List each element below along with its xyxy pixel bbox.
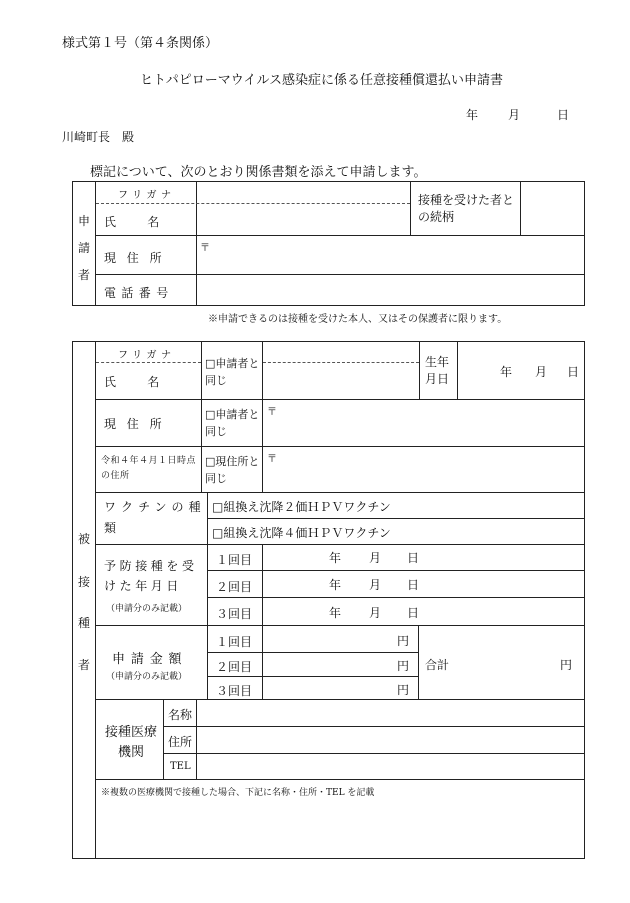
recipient-name-field[interactable] bbox=[263, 364, 418, 398]
dose-3-amount-label: ３回目 bbox=[216, 684, 253, 698]
total-amount-field[interactable] bbox=[460, 626, 555, 698]
vaccine-option-bivalent[interactable]: □組換え沈降２価ＨＰＶワクチン bbox=[212, 500, 391, 514]
dose-2-amount-field[interactable] bbox=[263, 653, 393, 675]
amount-label: 申請金額 bbox=[112, 652, 188, 667]
multiple-clinics-note: ※複数の医療機関で接種した場合、下記に名称・住所・TEL を記載 bbox=[101, 788, 375, 798]
same-as-applicant-checkbox-2[interactable]: □申請者と同じ bbox=[205, 408, 260, 438]
total-yen: 円 bbox=[560, 658, 573, 672]
dose-3-month: 月 bbox=[369, 606, 382, 620]
applicant-name-label: 氏名 bbox=[104, 215, 191, 229]
past-postal-mark: 〒 bbox=[267, 454, 277, 465]
total-label: 合計 bbox=[425, 658, 450, 672]
clinic-tel-label: TEL bbox=[170, 761, 191, 772]
recipient-address-label: 現住所 bbox=[104, 417, 173, 431]
recipient-section-label-4: 者 bbox=[78, 658, 91, 672]
birth-month-label: 月 bbox=[535, 365, 548, 379]
dose-1-year: 年 bbox=[329, 551, 342, 565]
dose-1-amount-field[interactable] bbox=[263, 626, 393, 651]
form-title: ヒトパピローマウイルス感染症に係る任意接種償還払い申請書 bbox=[140, 73, 503, 88]
intro-text: 標記について、次のとおり関係書類を添えて申請します。 bbox=[90, 165, 427, 180]
dose-3-amount-field[interactable] bbox=[263, 677, 393, 698]
applicant-note: ※申請できるのは接種を受けた本人、又はその保護者に限ります。 bbox=[208, 314, 508, 325]
recipient-furigana-field[interactable] bbox=[263, 342, 418, 361]
recipient-section-label-1: 被 bbox=[78, 532, 91, 546]
form-number: 様式第１号（第４条関係） bbox=[62, 36, 219, 51]
addressee: 川崎町長 殿 bbox=[62, 130, 135, 144]
applicant-section-label-2: 請 bbox=[78, 241, 91, 255]
dose-2-yen: 円 bbox=[397, 659, 410, 673]
applicant-name-field[interactable] bbox=[197, 204, 409, 234]
dose-3-date-label: ３回目 bbox=[216, 607, 253, 621]
dose-1-month: 月 bbox=[369, 551, 382, 565]
applicant-phone-label: 電話番号 bbox=[104, 286, 174, 300]
vaccine-option-quadrivalent[interactable]: □組換え沈降４価ＨＰＶワクチン bbox=[212, 526, 391, 540]
vaccination-dates-label: 予防接種を受けた年月日 bbox=[104, 559, 198, 593]
recipient-name-label: 氏名 bbox=[104, 375, 191, 389]
applicant-section-label-3: 者 bbox=[78, 268, 91, 282]
applicant-address-label: 現住所 bbox=[104, 251, 173, 265]
dose-2-date-field[interactable] bbox=[263, 571, 584, 596]
recipient-postal-mark: 〒 bbox=[267, 407, 277, 418]
applicant-furigana-field[interactable] bbox=[197, 182, 409, 202]
same-as-current-checkbox[interactable]: □現住所と同じ bbox=[205, 455, 260, 485]
dose-2-month: 月 bbox=[369, 578, 382, 592]
clinic-label: 接種医療機関 bbox=[104, 725, 157, 760]
date-year-label: 年 bbox=[466, 108, 479, 122]
relation-field[interactable] bbox=[521, 182, 584, 234]
clinic-name-field[interactable] bbox=[197, 700, 584, 725]
clinic-name-label: 名称 bbox=[168, 708, 193, 722]
dose-2-amount-label: ２回目 bbox=[216, 660, 253, 674]
same-as-applicant-checkbox-1[interactable]: □申請者と同じ bbox=[205, 357, 260, 387]
recipient-section-label-3: 種 bbox=[78, 616, 91, 630]
dose-3-date-field[interactable] bbox=[263, 598, 584, 624]
applicant-phone-field[interactable] bbox=[197, 275, 584, 305]
recipient-section-label-2: 接 bbox=[78, 575, 91, 589]
dose-2-date-label: ２回目 bbox=[216, 580, 253, 594]
past-address-field[interactable] bbox=[263, 462, 584, 491]
vaccine-type-label: ワクチンの種類 bbox=[104, 500, 206, 535]
additional-clinics-field[interactable] bbox=[96, 800, 584, 858]
dose-3-day: 日 bbox=[407, 606, 420, 620]
dose-2-year: 年 bbox=[329, 578, 342, 592]
dose-1-date-field[interactable] bbox=[263, 545, 584, 569]
recipient-address-field[interactable] bbox=[263, 415, 584, 445]
dose-1-day: 日 bbox=[407, 551, 420, 565]
past-address-label: 令和４年４月１日時点の住所 bbox=[101, 456, 197, 481]
date-day-label: 日 bbox=[557, 108, 570, 122]
dose-1-date-label: １回目 bbox=[216, 553, 253, 567]
applicant-relation-label: 接種を受けた者との続柄 bbox=[418, 193, 515, 224]
vaccination-dates-note: （申請分のみ記載） bbox=[106, 604, 188, 614]
applicant-furigana-label: フリガナ bbox=[118, 190, 176, 201]
date-month-label: 月 bbox=[508, 108, 521, 122]
amount-note: （申請分のみ記載） bbox=[106, 672, 188, 682]
applicant-postal-mark: 〒 bbox=[200, 243, 210, 254]
dose-2-day: 日 bbox=[407, 578, 420, 592]
birth-date-label: 生年月日 bbox=[425, 355, 450, 386]
dose-3-yen: 円 bbox=[397, 683, 410, 697]
dose-1-yen: 円 bbox=[397, 634, 410, 648]
clinic-address-label: 住所 bbox=[168, 735, 193, 749]
recipient-furigana-label: フリガナ bbox=[118, 350, 176, 361]
applicant-section-label-1: 申 bbox=[78, 214, 91, 228]
dose-3-year: 年 bbox=[329, 606, 342, 620]
birth-year-label: 年 bbox=[500, 365, 513, 379]
dose-1-amount-label: １回目 bbox=[216, 635, 253, 649]
birth-day-label: 日 bbox=[567, 365, 580, 379]
clinic-address-field[interactable] bbox=[197, 727, 584, 752]
applicant-address-field[interactable] bbox=[210, 236, 584, 273]
clinic-tel-field[interactable] bbox=[197, 754, 584, 778]
